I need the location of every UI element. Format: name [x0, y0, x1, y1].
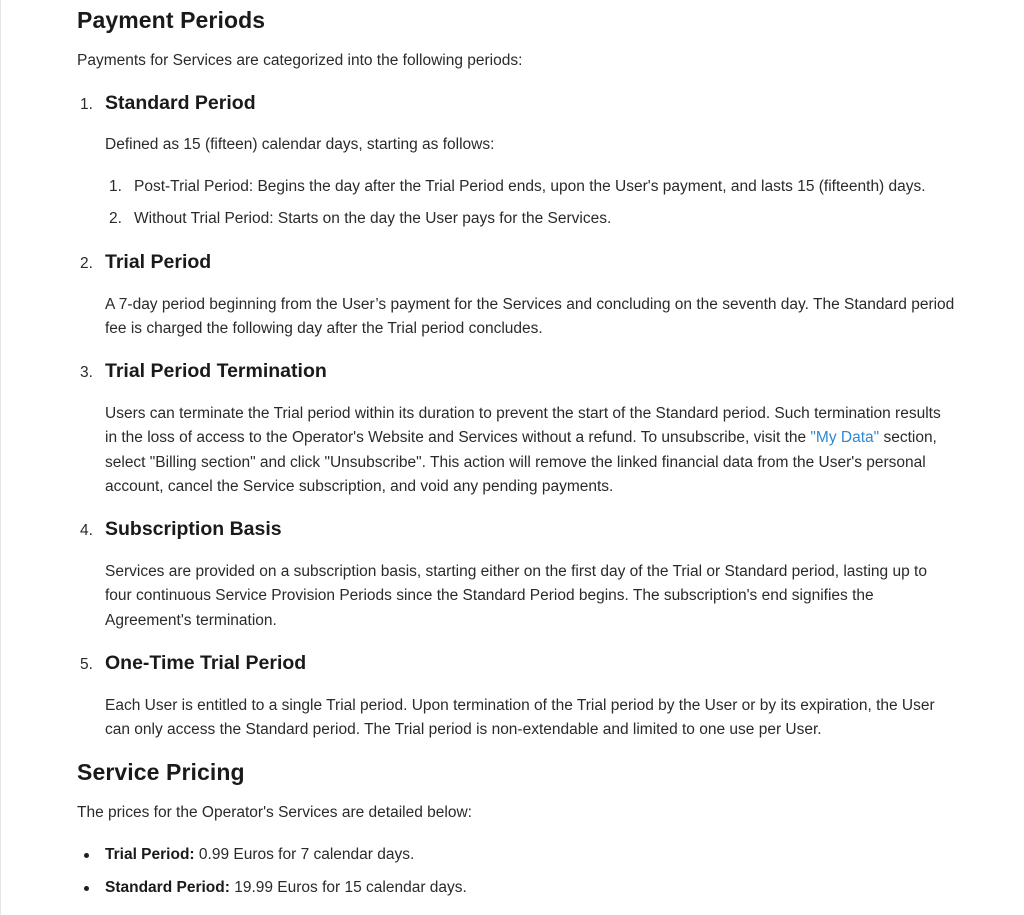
standard-period-sublist: [105, 175, 977, 231]
list-number: 4.: [80, 522, 93, 539]
trial-termination-title: Trial Period Termination: [105, 360, 327, 382]
price-item-standard: [77, 876, 677, 900]
period-item-trial-termination: [77, 357, 957, 499]
subscription-basis-title: Subscription Basis: [105, 518, 282, 540]
service-pricing-heading: Service Pricing: [77, 759, 245, 785]
period-item-standard: [77, 89, 977, 231]
list-number: 2.: [80, 255, 93, 272]
termination-text-before: Users can terminate the Trial period within its duration to prevent the start of the Standard period. Such termination results in the loss of access to the Operator's Website and Services without a refund. To unsubscribe, visit the: [105, 405, 941, 447]
service-pricing-intro: The prices for the Operator's Services are detailed below:: [77, 804, 472, 821]
payment-periods-intro: Payments for Services are categorized into the following periods:: [77, 52, 523, 69]
post-trial-text: Post-Trial Period: Begins the day after the Trial Period ends, upon the User's payment, and lasts 15 (fifteenth) days.: [134, 178, 926, 196]
list-number: 5.: [80, 656, 93, 673]
bullet-icon: [84, 886, 89, 891]
period-item-one-time-trial: [77, 649, 957, 743]
sub-list-number: 2.: [109, 210, 122, 228]
standard-period-body: Defined as 15 (fifteen) calendar days, starting as follows:: [105, 136, 495, 153]
payment-periods-heading: Payment Periods: [77, 7, 266, 33]
period-item-trial: [77, 248, 957, 342]
sub-list-number: 1.: [109, 178, 122, 196]
price-value: 0.99 Euros for 7 calendar days.: [194, 846, 415, 863]
sub-item-post-trial: [105, 175, 977, 199]
subscription-basis-body: Services are provided on a subscription basis, starting either on the first day of the Trial or Standard period, lasting up to four continuous Service Provision Periods since the Standard Period begins. The subscription's end signifies the Agreement's termination.: [105, 563, 927, 629]
price-label: Trial Period:: [105, 846, 195, 863]
one-time-trial-title: One-Time Trial Period: [105, 652, 307, 674]
standard-period-title: Standard Period: [105, 92, 256, 114]
list-number: 3.: [80, 364, 93, 381]
price-label: Standard Period:: [105, 879, 230, 896]
page-left-border: [0, 0, 1, 915]
one-time-trial-body: Each User is entitled to a single Trial period. Upon termination of the Trial period by the User or by its expiration, the User can only access the Standard period. The Trial period is non-extendable and limited to one use per User.: [105, 697, 935, 739]
bullet-icon: [84, 853, 89, 858]
trial-period-title: Trial Period: [105, 251, 212, 273]
without-trial-text: Without Trial Period: Starts on the day the User pays for the Services.: [134, 210, 612, 228]
period-item-subscription-basis: [77, 515, 957, 633]
sub-item-without-trial: [105, 207, 977, 231]
list-number: 1.: [80, 96, 93, 113]
price-value: 19.99 Euros for 15 calendar days.: [229, 879, 467, 896]
price-item-trial: [77, 843, 677, 867]
trial-termination-body: [105, 402, 957, 499]
price-list: [77, 843, 677, 900]
trial-period-body: A 7-day period beginning from the User’s payment for the Services and concluding on the seventh day. The Standard period fee is charged the following day after the Trial period concludes.: [105, 296, 955, 338]
termination-text-after: section, select "Billing section" and click "Unsubscribe". This action will remove the linked financial data from the User's personal account, cancel the Service subscription, and void any pending payments.: [105, 429, 937, 495]
my-data-link[interactable]: "My Data": [810, 429, 880, 447]
